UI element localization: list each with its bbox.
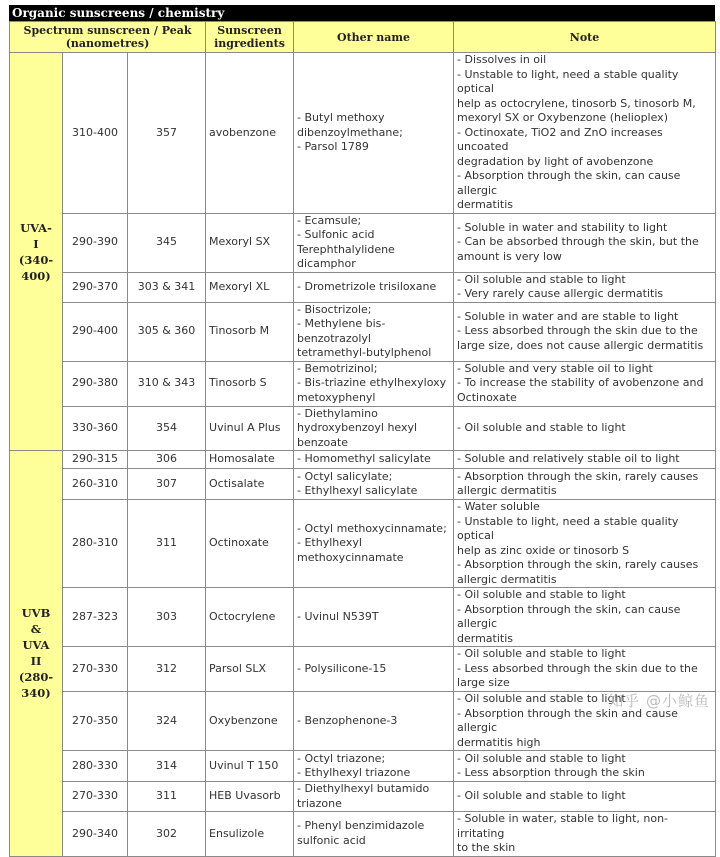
- range-cell: 330-360: [63, 406, 128, 451]
- peak-cell: 311: [128, 500, 206, 588]
- other-name-cell: - Bisoctrizole; - Methylene bis-benzotrazolyl tetramethyl-butylphenol: [294, 302, 454, 361]
- other-name-cell: - Octyl methoxycinnamate; - Ethylhexyl methoxycinnamate: [294, 500, 454, 588]
- range-cell: 280-310: [63, 500, 128, 588]
- ingredient-cell: Mexoryl XL: [206, 272, 294, 302]
- note-cell: - Water soluble - Unstable to light, need a stable quality optical help as zinc oxide or tinosorb S - Absorption through the skin, rarely causes allergic dermatitis: [454, 500, 716, 588]
- other-name-cell: - Butyl methoxy dibenzoylmethane; - Parsol 1789: [294, 53, 454, 214]
- note-cell: - Absorption through the skin, rarely causes allergic dermatitis: [454, 469, 716, 500]
- table-row: [10, 782, 716, 812]
- table-row: [10, 647, 716, 692]
- note-cell: - Oil soluble and stable to light - Very rarely cause allergic dermatitis: [454, 272, 716, 302]
- other-name-cell: - Octyl salicylate; - Ethylhexyl salicylate: [294, 469, 454, 500]
- watermark: 知乎 @小鲸鱼: [608, 692, 710, 710]
- ingredient-cell: Uvinul T 150: [206, 751, 294, 782]
- peak-cell: 307: [128, 469, 206, 500]
- ingredient-cell: Mexoryl SX: [206, 213, 294, 272]
- ingredient-cell: Tinosorb M: [206, 302, 294, 361]
- range-cell: 290-370: [63, 272, 128, 302]
- note-cell: - Dissolves in oil - Unstable to light, need a stable quality optical help as octocrylene, tinosorb S, tinosorb M, mexoryl SX or Oxybenzone (helioplex) - Octinoxate, TiO2 and ZnO increases uncoated degradation by light of avobenzone - Absorption through the skin, can cause allergic dermatitis: [454, 53, 716, 214]
- ingredient-cell: Octocrylene: [206, 588, 294, 647]
- range-cell: 290-400: [63, 302, 128, 361]
- note-cell: - Soluble and relatively stable oil to light: [454, 451, 716, 469]
- other-name-cell: - Drometrizole trisiloxane: [294, 272, 454, 302]
- range-cell: 290-380: [63, 361, 128, 406]
- header-row: [10, 22, 716, 53]
- table-row: [10, 451, 716, 469]
- note-cell: - Soluble in water and stability to light - Can be absorbed through the skin, but the amount is very low: [454, 213, 716, 272]
- peak-cell: 303: [128, 588, 206, 647]
- sunscreen-table: [9, 21, 716, 857]
- range-cell: 260-310: [63, 469, 128, 500]
- table-row: [10, 588, 716, 647]
- table-row: [10, 500, 716, 588]
- other-name-cell: - Uvinul N539T: [294, 588, 454, 647]
- peak-cell: 324: [128, 692, 206, 751]
- note-cell: - Soluble in water, stable to light, non-irritating to the skin: [454, 812, 716, 857]
- note-cell: - Oil soluble and stable to light - Absorption through the skin and cause allergic dermatitis high: [454, 692, 716, 751]
- peak-cell: 312: [128, 647, 206, 692]
- range-cell: 290-315: [63, 451, 128, 469]
- ingredient-cell: Tinosorb S: [206, 361, 294, 406]
- note-cell: - Soluble and very stable oil to light - To increase the stability of avobenzone and Octinoxate: [454, 361, 716, 406]
- peak-cell: 311: [128, 782, 206, 812]
- table-row: [10, 272, 716, 302]
- header-ingredients: Sunscreen ingredients: [206, 22, 294, 53]
- table-row: [10, 406, 716, 451]
- range-cell: 280-330: [63, 751, 128, 782]
- ingredient-cell: Ensulizole: [206, 812, 294, 857]
- range-cell: 270-330: [63, 647, 128, 692]
- table-row: [10, 469, 716, 500]
- peak-cell: 357: [128, 53, 206, 214]
- peak-cell: 310 & 343: [128, 361, 206, 406]
- header-other-name: Other name: [294, 22, 454, 53]
- peak-cell: 306: [128, 451, 206, 469]
- table-row: [10, 53, 716, 214]
- note-cell: - Oil soluble and stable to light - Less absorption through the skin: [454, 751, 716, 782]
- peak-cell: 354: [128, 406, 206, 451]
- other-name-cell: - Octyl triazone; - Ethylhexyl triazone: [294, 751, 454, 782]
- header-spectrum: Spectrum sunscreen / Peak (nanometres): [10, 22, 206, 53]
- note-cell: - Oil soluble and stable to light - Less absorbed through the skin due to the large size: [454, 647, 716, 692]
- peak-cell: 305 & 360: [128, 302, 206, 361]
- ingredient-cell: Octinoxate: [206, 500, 294, 588]
- other-name-cell: - Phenyl benzimidazole sulfonic acid: [294, 812, 454, 857]
- range-cell: 290-340: [63, 812, 128, 857]
- sunscreen-table-container: [9, 5, 715, 857]
- other-name-cell: - Homomethyl salicylate: [294, 451, 454, 469]
- ingredient-cell: Octisalate: [206, 469, 294, 500]
- range-cell: 287-323: [63, 588, 128, 647]
- peak-cell: 302: [128, 812, 206, 857]
- range-cell: 310-400: [63, 53, 128, 214]
- ingredient-cell: Uvinul A Plus: [206, 406, 294, 451]
- note-cell: - Oil soluble and stable to light: [454, 782, 716, 812]
- other-name-cell: - Polysilicone-15: [294, 647, 454, 692]
- table-row: [10, 812, 716, 857]
- ingredient-cell: Oxybenzone: [206, 692, 294, 751]
- ingredient-cell: avobenzone: [206, 53, 294, 214]
- note-cell: - Oil soluble and stable to light - Absorption through the skin, can cause allergic dermatitis: [454, 588, 716, 647]
- other-name-cell: - Diethylamino hydroxybenzoyl hexyl benzoate: [294, 406, 454, 451]
- table-row: [10, 361, 716, 406]
- other-name-cell: - Bemotrizinol; - Bis-triazine ethylhexyloxy metoxyphenyl: [294, 361, 454, 406]
- ingredient-cell: Parsol SLX: [206, 647, 294, 692]
- range-cell: 270-350: [63, 692, 128, 751]
- table-row: [10, 213, 716, 272]
- peak-cell: 303 & 341: [128, 272, 206, 302]
- header-note: Note: [454, 22, 716, 53]
- peak-cell: 314: [128, 751, 206, 782]
- peak-cell: 345: [128, 213, 206, 272]
- ingredient-cell: Homosalate: [206, 451, 294, 469]
- other-name-cell: - Ecamsule; - Sulfonic acid Terephthalylidene dicamphor: [294, 213, 454, 272]
- range-cell: 270-330: [63, 782, 128, 812]
- table-row: [10, 751, 716, 782]
- other-name-cell: - Diethylhexyl butamido triazone: [294, 782, 454, 812]
- ingredient-cell: HEB Uvasorb: [206, 782, 294, 812]
- range-cell: 290-390: [63, 213, 128, 272]
- table-title: Organic sunscreens / chemistry: [9, 5, 715, 21]
- group-label: UVB & UVA II (280- 340): [10, 451, 63, 857]
- note-cell: - Oil soluble and stable to light: [454, 406, 716, 451]
- other-name-cell: - Benzophenone-3: [294, 692, 454, 751]
- table-body: [10, 53, 716, 857]
- note-cell: - Soluble in water and are stable to light - Less absorbed through the skin due to the large size, does not cause allergic dermatitis: [454, 302, 716, 361]
- table-row: [10, 302, 716, 361]
- group-label: UVA- I (340- 400): [10, 53, 63, 451]
